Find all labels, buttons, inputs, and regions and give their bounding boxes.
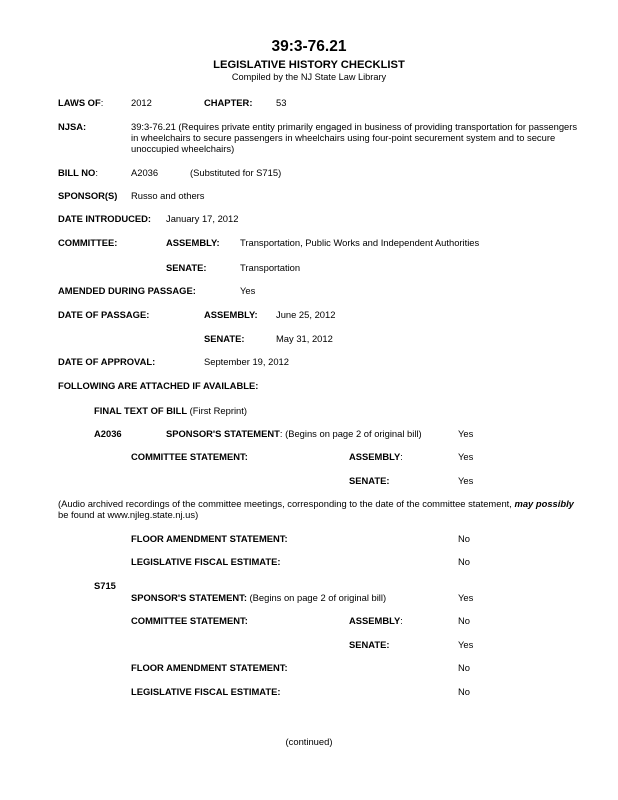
s715-fiscal-estimate-value: No (458, 686, 470, 697)
date-of-approval-value: September 19, 2012 (204, 356, 289, 367)
passage-assembly-label: ASSEMBLY: (204, 309, 258, 320)
a2036-fiscal-estimate-label: LEGISLATIVE FISCAL ESTIMATE: (131, 556, 281, 567)
page-title: 39:3-76.21 (271, 38, 347, 55)
s715-committee-label: COMMITTEE STATEMENT: (131, 615, 248, 626)
chapter-value: 53 (276, 97, 287, 108)
date-introduced-label: DATE INTRODUCED: (58, 213, 152, 224)
a2036-assembly-label: ASSEMBLY: (349, 451, 403, 462)
a2036-bill-label: A2036 (94, 428, 122, 439)
s715-assembly-value: No (458, 615, 470, 626)
s715-fiscal-estimate-label: LEGISLATIVE FISCAL ESTIMATE: (131, 686, 281, 697)
a2036-senate-label: SENATE: (349, 475, 390, 486)
bill-no-note: (Substituted for S715) (190, 167, 282, 178)
final-text-of-bill: FINAL TEXT OF BILL (First Reprint) (94, 405, 247, 416)
njsa-line-1: 39:3-76.21 (Requires private entity primarily engaged in business of providing transportation for passengers (131, 121, 578, 132)
a2036-sponsor-value: Yes (458, 428, 474, 439)
committee-senate-label: SENATE: (166, 262, 207, 273)
date-of-passage-label: DATE OF PASSAGE: (58, 309, 150, 320)
passage-senate-label: SENATE: (204, 333, 245, 344)
njsa-line-2: in wheelchairs to secure passengers in wheelchairs using four-point securement system and to secure (131, 132, 556, 143)
a2036-committee-label: COMMITTEE STATEMENT: (131, 451, 248, 462)
s715-floor-amendment-label: FLOOR AMENDMENT STATEMENT: (131, 662, 288, 673)
s715-senate-value: Yes (458, 639, 474, 650)
date-of-approval-label: DATE OF APPROVAL: (58, 356, 156, 367)
a2036-floor-amendment-label: FLOOR AMENDMENT STATEMENT: (131, 533, 288, 544)
njsa-line-3: unoccupied wheelchairs) (131, 143, 235, 154)
s715-sponsor-statement: SPONSOR'S STATEMENT: (Begins on page 2 of original bill) (131, 592, 387, 603)
s715-senate-label: SENATE: (349, 639, 390, 650)
njsa-label: NJSA: (58, 121, 87, 132)
s715-bill-label: S715 (94, 580, 116, 591)
a2036-floor-amendment-value: No (458, 533, 470, 544)
a2036-fiscal-estimate-value: No (458, 556, 470, 567)
amended-value: Yes (240, 285, 256, 296)
attached-heading: FOLLOWING ARE ATTACHED IF AVAILABLE: (58, 380, 259, 391)
continued-footer: (continued) (285, 736, 333, 747)
amended-label: AMENDED DURING PASSAGE: (58, 285, 196, 296)
s715-sponsor-value: Yes (458, 592, 474, 603)
committee-senate-value: Transportation (240, 262, 301, 273)
bill-no-value: A2036 (131, 167, 159, 178)
passage-assembly-value: June 25, 2012 (276, 309, 336, 320)
s715-floor-amendment-value: No (458, 662, 470, 673)
s715-assembly-label: ASSEMBLY: (349, 615, 403, 626)
passage-senate-value: May 31, 2012 (276, 333, 333, 344)
chapter-label: CHAPTER: (204, 97, 253, 108)
a2036-sponsor-statement: SPONSOR'S STATEMENT: (Begins on page 2 of original bill) (166, 428, 422, 439)
committee-label: COMMITTEE: (58, 237, 118, 248)
laws-of-label: LAWS OF: (58, 97, 104, 108)
audio-note-line-2: be found at www.njleg.state.nj.us) (58, 509, 199, 520)
committee-assembly-label: ASSEMBLY: (166, 237, 220, 248)
sponsors-value: Russo and others (131, 190, 205, 201)
laws-of-value: 2012 (131, 97, 152, 108)
committee-assembly-value: Transportation, Public Works and Independent Authorities (240, 237, 480, 248)
bill-no-label: BILL NO: (58, 167, 98, 178)
a2036-senate-value: Yes (458, 475, 474, 486)
compiled-by: Compiled by the NJ State Law Library (231, 72, 387, 82)
page-subtitle: LEGISLATIVE HISTORY CHECKLIST (213, 59, 405, 71)
date-introduced-value: January 17, 2012 (166, 213, 239, 224)
audio-note-line-1: (Audio archived recordings of the committee meetings, corresponding to the date of the committee statement, may possibly (58, 498, 574, 509)
a2036-assembly-value: Yes (458, 451, 474, 462)
sponsors-label: SPONSOR(S) (58, 190, 118, 201)
